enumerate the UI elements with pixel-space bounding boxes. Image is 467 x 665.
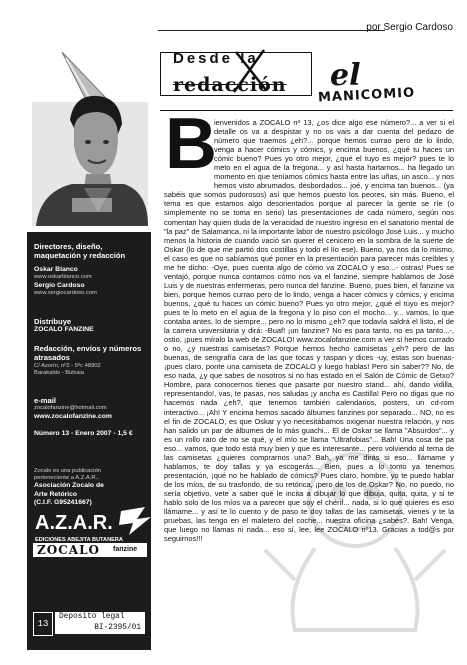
publisher-line-4: Arte Retórico [34, 490, 78, 498]
deposito-legal [55, 612, 145, 634]
azar-logo-text: A.Z.A.R. [35, 512, 113, 534]
azar-logo [33, 505, 153, 545]
title-el: el [330, 58, 361, 93]
author-photo [32, 42, 148, 226]
zocalo-logo-text: ZOCALO [37, 543, 100, 557]
publisher-line-1: Zocalo es una publicación [34, 468, 102, 474]
zocalo-logo-bar [33, 543, 147, 557]
email-address-link[interactable]: zocalofanzine@hotmail.com [34, 405, 107, 412]
website-link[interactable]: www.zocalofanzine.com [34, 412, 112, 420]
email-heading: e-mail [34, 396, 56, 405]
oskar-url-link[interactable]: www.oskarblanco.com [34, 274, 92, 281]
distribuye-heading: Distribuye [34, 317, 72, 326]
article-body [164, 118, 454, 543]
credits-sidebar [27, 232, 151, 650]
zocalo-fanzine-text: fanzine [113, 546, 138, 553]
address-line-1: C/ Azorín, nº2 - 5ºc 48902 [34, 362, 101, 369]
drop-cap-spacer [164, 118, 214, 186]
deposito-line-2: BI-2395/01 [94, 624, 141, 632]
byline-rule [158, 30, 385, 31]
distribuye-name: ZOCALO FANZINE [34, 326, 94, 334]
drop-cap: B [165, 104, 217, 184]
publisher-line-2: perteneciente a A.Z.A.R., [34, 475, 99, 482]
page-footer-box [33, 612, 145, 636]
issue-info: Número 13 - Enero 2007 - 1,5 € [34, 430, 133, 437]
cross-out-mark-icon [230, 46, 270, 94]
publisher-line-5: (C.I.F. G95241667) [34, 499, 92, 507]
azar-logo-subtext: EDICIONES ABEJITA BUTANERA [35, 537, 123, 543]
article-paragraph: ienvenidos a ZOCALO nº 13, ¿os dice algo ese número?... a ver si el detalle os va a despistar y no os vais a dar cuenta del pedazo de número que traemos ¿eh?... porque hemos currao pero de lo lindo, venga a hacer cómics y cómics, y encima buenos, ¿qué tu haces un cómic bueno? Pues yo otro mejor, ¿qué el tuyo es mejor? pues te lo meto en el agua de la fregona... y así hasta hartarnos... ha llegado un momento en que teníamos cómics hasta entre las uñas, un asco... y nos hemos visto abrumados, desbordados... joé, y encima tan buenos... (ya sabéis que somos pudorosos) así que hemos puesto los peores, sin más. Bueno, el tema es que estamos algo desorientados porque al parecer la gente se ríe (o simplemente no se toma en serio) las presentaciones de cada número, según nos comentan hay quien duda de la veracidad de nuestro ingreso en el sanatorio mental de "la paz" de Salamanca, ni la importante labor de nuestro psicólogo José Luis... y mucho menos la historia de cuando vació sin querer el cenicero en la sombra de la suerte de Oskar (lo de que me partió dos costillas y todo el lío ese). Bueno, ya nos da lo mismo, el caso es que no sabíamos qué poner en la presentación para parecer más creíbles y me he dicho: -Oye, pues cuenta algo de cómo va ZOCALO y eso...- ostras! Pues se ventajó, porque nunca contamos cómo nos va el fanzine, siempre hablamos de José Luis y de nuestras enfermeras, pero nunca del fanzine. Bueno, pues bien, el fanzine va bien, porque hemos currao pero de lo lindo, venga a hacer cómics y cómics, y encima buenos, ¿qué tu haces un cómic bueno? Pues yo otro mejor, ¿qué el tuyo es mejor? pues te lo meto en el agua de la fregona y lo piso con el mocho... y... vamos, lo que contaba antes, lo de siempre... pero no lo mismo ¿eh? que todavía saldrá el listo, el de la carrera universitaria y dirá: -Buaf! ¡un fanzine? No es para tanto, no es pa tanto...-, ostio, ¡pues míralo la web de ZOCALO! www.zocalofanzine.com a ver si hemos currado o no, ¿y nuestras camisetas? Porque hemos hecho camisetas ¿eh? pero de las buenas, de serigrafía cara de las que tocas y raspan y dices -uy, estas son buenas- ¡pues claro, ponte una camiseta de ZOCALO y luego hablas! Pero sin saber?? No, de eso nada, ¿y que sabes de nosotros si no has estado en el Salón de Cómic de Getxo? Hombre, para conocernos tienes que pasarte por nuestro stand... ahí, dando vidilla, representando!, vas, te pasas, nos saludas ¡y ancha es Castilla! Pero no digas que no hacemos nada ¿eh?, que tenemos también calendarios, posters, un cd-rom interactivo... ¡Ah! Y encima hemos sacado álbumes fanzines por separado... NO, no es el fin de ZOCALO, es que Oskar y yo necesitábamos oxigenar nuestra relación, y nos han salido un par de álbumes de lo más guachi... El de Oskar se llama "Absurdos"... y es un rollo raro de no se qué, y el mío se llama "Ultrafobias"... Bah! Una cosa de pa eso... vamos, que todo está muy bien y que es interesante... pero volviendo al tema de las camisetas ¿quieres comprarnos una? Bah, ya me dirás si eso... llámame y hablamos, te doy tallas y ya escogerás... Bien, pues a lo tonto ya tenemos presentación, ¡qué no he hablado de cómics? Pues claro, hombre, yo te puedo hablar de los míos, de su trasfondo, de su retórica, ¡pero de los de Oskar? No, no puedo, no sería objetivo, vete a saber qué le incita a dibujar lo que dibuja, quita, quita, y si te hablo solo de los míos va a parecer que soy el chérif... nada, si lo que quieres es eso llámame... y así te lo cuento y de paso te doy tallas de las camisetas, vienes y te la pruebas, las tengo en el maletero del coche... nuestra oficina ¿sabes?. Bah! Venga, que luego no llamas ni nada... eso sí, lee, lee ZOCALO nº13. Gracias a tod@s por seguirnos!!! [164, 118, 454, 544]
oskar-name: Oskar Blanco [34, 266, 78, 273]
title-manicomio: MANICOMIO [317, 85, 416, 106]
redaccion-heading: Redacción, envíos y números atrasados [34, 344, 142, 363]
directores-heading: Directores, diseño, maquetación y redacción [34, 242, 126, 261]
page-number: 13 [33, 612, 53, 636]
title-struck-word: redacción [173, 74, 287, 96]
sergio-name: Sergio Cardoso [34, 281, 85, 289]
title-desde: Desde la [173, 50, 259, 67]
publisher-line-3: Asociación Zocalo de [34, 482, 104, 490]
sergio-url-link[interactable]: www.sergiocardoso.com [34, 290, 97, 297]
address-line-2: Barakaldo - Bizkaia [34, 370, 84, 377]
byline: por Sergio Cardoso [366, 22, 453, 33]
deposito-line-1: Deposito legal [59, 613, 125, 621]
